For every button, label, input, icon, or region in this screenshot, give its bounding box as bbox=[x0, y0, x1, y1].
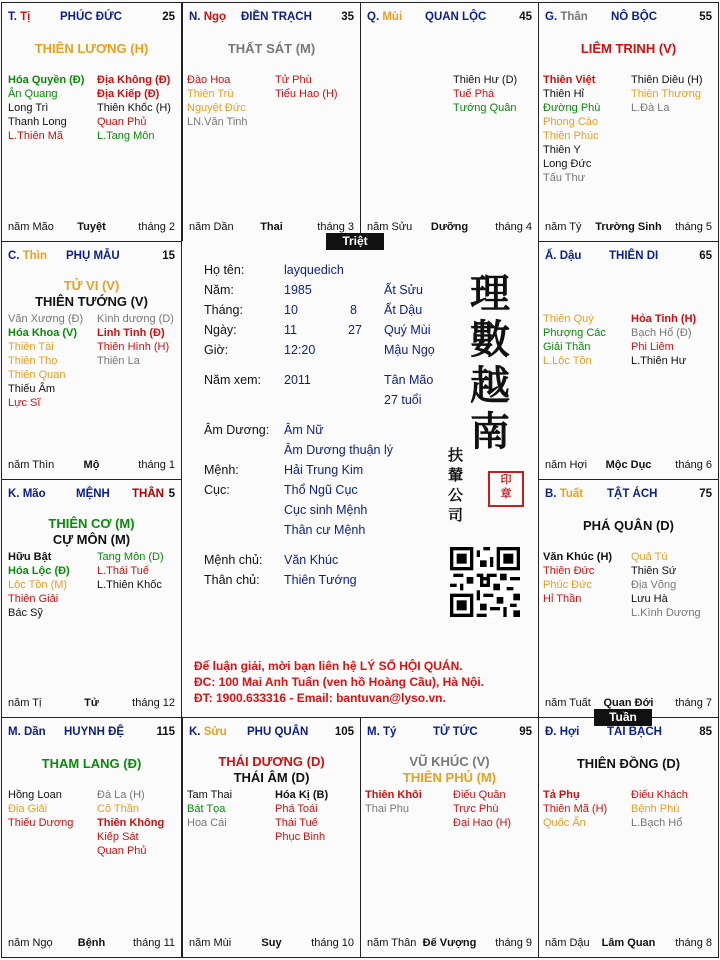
day-birth-value: 11 bbox=[284, 323, 297, 337]
palace-hoi[interactable] bbox=[538, 717, 719, 958]
star-name: Thiên Đức bbox=[543, 565, 595, 577]
star-name: Thiếu Âm bbox=[8, 383, 56, 395]
star-name: Thiên Phúc bbox=[543, 130, 599, 142]
star-name: Thiên Khốc (H) bbox=[97, 102, 171, 114]
star-name: Thiên Thương bbox=[631, 88, 702, 100]
star-name: LIÊM TRINH (V) bbox=[580, 41, 677, 56]
star-name: Long Đức bbox=[543, 158, 592, 170]
palace-name: HUYNH ĐỆ bbox=[64, 726, 125, 738]
year-label: năm Thìn bbox=[8, 459, 55, 471]
star-name: Phong Cáo bbox=[543, 116, 599, 128]
thanchu-value: Thiên Tướng bbox=[284, 573, 357, 587]
palace-name: THIÊN DI bbox=[609, 250, 659, 262]
star-name: Đại Hao (H) bbox=[453, 817, 512, 829]
palace-age: 5 bbox=[168, 488, 175, 500]
star-name: Phi Liêm bbox=[631, 341, 674, 353]
star-name: THIÊN TƯỚNG (V) bbox=[35, 294, 148, 309]
palace-age: 35 bbox=[341, 11, 354, 23]
palace-branch-label: G. Thân bbox=[545, 11, 588, 23]
main-stars bbox=[539, 756, 718, 771]
star-name: L.Kình Dương bbox=[631, 607, 701, 619]
year-label: năm Mùi bbox=[189, 937, 232, 949]
name-label: Họ tên: bbox=[204, 263, 245, 277]
star-name: THAM LANG (Đ) bbox=[41, 756, 142, 771]
menh-label: Mệnh: bbox=[204, 463, 239, 477]
palace-age: 55 bbox=[699, 11, 712, 23]
star-name: Cô Thần bbox=[97, 803, 139, 815]
month-birth-value: 10 bbox=[284, 303, 298, 317]
left-stars bbox=[543, 312, 606, 368]
truong-sinh-label: Thai bbox=[260, 221, 283, 233]
cuc-note-1: Cục sinh Mệnh bbox=[284, 503, 368, 517]
palace-age: 85 bbox=[699, 726, 712, 738]
palace-branch-label: B. Tuất bbox=[545, 488, 584, 500]
star-name: Thiếu Dương bbox=[8, 817, 74, 829]
right-stars bbox=[275, 788, 328, 844]
hour-birth-label: Giờ: bbox=[204, 343, 229, 357]
palace-than[interactable] bbox=[538, 2, 719, 242]
star-name: Quốc Ấn bbox=[543, 817, 586, 829]
palace-mui[interactable] bbox=[360, 2, 539, 242]
star-name: Hoa Cái bbox=[187, 817, 227, 829]
month-label: tháng 1 bbox=[138, 459, 175, 471]
left-stars bbox=[187, 788, 232, 830]
month-lunar: 8 bbox=[350, 303, 357, 317]
year-label: năm Tý bbox=[545, 221, 582, 233]
palace-dan[interactable] bbox=[1, 717, 182, 958]
star-name: L.Thiên Hư bbox=[631, 355, 687, 367]
star-name: Thiên Không bbox=[97, 817, 165, 829]
right-stars bbox=[453, 788, 511, 830]
calligraphy-title: 理 數 越 南 bbox=[470, 270, 510, 455]
palace-age: 75 bbox=[699, 488, 712, 500]
star-name: Thiên Giải bbox=[8, 593, 59, 605]
star-name: Địa Võng bbox=[631, 579, 677, 591]
left-stars bbox=[8, 73, 84, 143]
year-label: năm Dần bbox=[189, 221, 234, 233]
palace-name: PHU QUÂN bbox=[247, 726, 309, 738]
star-name: Hóa Quyền (Đ) bbox=[8, 74, 85, 86]
year-label: năm Dậu bbox=[545, 937, 590, 949]
star-name: LN.Văn Tinh bbox=[187, 116, 248, 128]
star-name: TỬ VI (V) bbox=[63, 278, 120, 293]
triet-marker: Triệt bbox=[326, 233, 384, 250]
year-label: năm Ngọ bbox=[8, 937, 53, 949]
year-label: năm Tuất bbox=[545, 697, 591, 709]
star-name: Tướng Quân bbox=[453, 102, 517, 114]
star-name: Thiên La bbox=[97, 355, 140, 367]
star-name: Bác Sỹ bbox=[8, 607, 43, 619]
star-name: Trực Phù bbox=[453, 803, 499, 815]
than-marker: THÂN bbox=[132, 488, 164, 500]
star-name: L.Đà La bbox=[631, 102, 670, 114]
right-stars bbox=[453, 73, 517, 115]
star-name: Đà La (H) bbox=[97, 789, 145, 801]
star-name: Bát Tọa bbox=[187, 803, 226, 815]
palace-branch-label: T. Tị bbox=[8, 11, 31, 23]
palace-age: 25 bbox=[162, 11, 175, 23]
main-stars bbox=[2, 516, 181, 548]
view-year-value: 2011 bbox=[284, 373, 311, 387]
palace-branch-label: Ấ. Dậu bbox=[545, 250, 582, 262]
star-name: Kình dương (D) bbox=[97, 313, 174, 325]
palace-branch-label: C. Thìn bbox=[8, 250, 47, 262]
star-name: Thiên Quan bbox=[8, 369, 66, 381]
palace-name: TỬ TỨC bbox=[433, 726, 478, 738]
truong-sinh-label: Trường Sinh bbox=[595, 221, 662, 233]
star-name: Tiểu Hao (H) bbox=[275, 88, 338, 100]
palace-suu[interactable] bbox=[182, 717, 361, 958]
palace-branch-label: K. Mão bbox=[8, 488, 46, 500]
palace-age: 115 bbox=[156, 726, 175, 738]
star-name: Giải Thần bbox=[543, 341, 591, 353]
right-stars bbox=[631, 788, 688, 830]
left-stars bbox=[8, 312, 83, 410]
star-name: Thiên Thọ bbox=[8, 355, 58, 367]
day-birth-label: Ngày: bbox=[204, 323, 237, 337]
day-canchi: Quý Mùi bbox=[384, 323, 431, 337]
star-name: VŨ KHÚC (V) bbox=[409, 754, 490, 769]
truong-sinh-label: Tuyệt bbox=[77, 221, 106, 233]
palace-age: 95 bbox=[519, 726, 532, 738]
star-name: Địa Giải bbox=[8, 803, 48, 815]
right-stars bbox=[97, 73, 171, 143]
star-name: Thiên Khôi bbox=[365, 789, 422, 801]
main-stars bbox=[2, 756, 181, 771]
star-name: Hóa Lộc (Đ) bbox=[8, 565, 70, 577]
palace-ngo[interactable] bbox=[182, 2, 361, 242]
palace-ty2[interactable] bbox=[360, 717, 539, 958]
star-name: PHÁ QUÂN (D) bbox=[583, 518, 674, 533]
right-stars bbox=[97, 550, 164, 592]
palace-branch-label: M. Dần bbox=[8, 726, 46, 738]
palace-branch-label: K. Sửu bbox=[189, 726, 227, 738]
main-stars bbox=[361, 754, 538, 786]
star-name: Thanh Long bbox=[8, 116, 67, 128]
main-stars bbox=[183, 754, 360, 786]
right-stars bbox=[275, 73, 338, 101]
star-name: Tuế Phá bbox=[453, 88, 495, 100]
palace-branch-label: N. Ngọ bbox=[189, 11, 227, 23]
calligraphy-subtitle: 扶 輦 公 司 bbox=[448, 446, 464, 524]
star-name: CỰ MÔN (M) bbox=[52, 532, 131, 547]
truong-sinh-label: Đế Vượng bbox=[422, 937, 477, 949]
star-name: Quả Tú bbox=[631, 551, 668, 563]
star-name: THIÊN ĐỒNG (D) bbox=[576, 756, 681, 771]
amduong-value: Âm Nữ bbox=[284, 423, 324, 437]
left-stars bbox=[543, 550, 612, 606]
star-name: Long Trì bbox=[8, 102, 49, 114]
truong-sinh-label: Mộc Dục bbox=[605, 459, 652, 471]
month-label: tháng 5 bbox=[675, 221, 712, 233]
star-name: Tấu Thư bbox=[543, 172, 586, 184]
truong-sinh-label: Tử bbox=[84, 697, 99, 709]
star-name: L.Thiên Mã bbox=[8, 130, 64, 142]
year-canchi: Ất Sửu bbox=[384, 283, 423, 297]
star-name: Văn Xương (Đ) bbox=[8, 313, 84, 325]
month-label: tháng 7 bbox=[675, 697, 712, 709]
contact-line-3[interactable]: ĐT: 1900.633316 - Email: bantuvan@lyso.vn. bbox=[194, 691, 446, 705]
star-name: L.Tang Môn bbox=[97, 130, 155, 142]
star-name: Tam Thai bbox=[187, 789, 233, 801]
amduong-label: Âm Dương: bbox=[204, 423, 270, 437]
month-label: tháng 8 bbox=[675, 937, 712, 949]
month-label: tháng 9 bbox=[495, 937, 532, 949]
hour-birth-value: 12:20 bbox=[284, 343, 316, 357]
menhchu-label: Mệnh chủ: bbox=[204, 553, 263, 567]
star-name: Thiên Y bbox=[543, 144, 581, 156]
day-lunar: 27 bbox=[348, 323, 362, 337]
star-name: Quan Phủ bbox=[97, 845, 147, 857]
left-stars bbox=[8, 788, 73, 830]
main-stars bbox=[2, 41, 181, 56]
star-name: Bệnh Phù bbox=[631, 803, 680, 815]
main-stars bbox=[2, 278, 181, 310]
truong-sinh-label: Quan Đới bbox=[603, 697, 654, 709]
seal-stamp: 印 章 bbox=[488, 471, 524, 507]
left-stars bbox=[543, 73, 600, 185]
star-name: Tử Phù bbox=[275, 74, 312, 86]
star-name: Hỏa Tinh (H) bbox=[631, 313, 697, 325]
star-name: THIÊN CƠ (M) bbox=[48, 516, 135, 531]
star-name: Điếu Quân bbox=[453, 789, 506, 801]
thanchu-label: Thân chủ: bbox=[204, 573, 260, 587]
palace-name: NÔ BỘC bbox=[611, 11, 657, 23]
star-name: Quan Phủ bbox=[97, 116, 147, 128]
cuc-note-2: Thân cư Mệnh bbox=[284, 523, 366, 537]
month-label: tháng 11 bbox=[132, 937, 175, 949]
year-label: năm Thân bbox=[367, 937, 417, 949]
palace-age: 105 bbox=[334, 726, 354, 738]
truong-sinh-label: Mộ bbox=[83, 459, 100, 471]
star-name: Thiên Hình (H) bbox=[97, 341, 170, 353]
palace-name: QUAN LỘC bbox=[425, 11, 487, 23]
star-name: Ân Quang bbox=[8, 88, 58, 100]
palace-name: TÀI BẠCH bbox=[607, 726, 662, 738]
contact-line-2: ĐC: 100 Mai Anh Tuấn (ven hồ Hoàng Cầu), Hà Nội. bbox=[194, 675, 485, 689]
month-label: tháng 10 bbox=[311, 937, 354, 949]
star-name: Thiên Hỉ bbox=[543, 88, 584, 100]
year-birth-value: 1985 bbox=[284, 283, 312, 297]
left-stars bbox=[8, 550, 70, 620]
truong-sinh-label: Lâm Quan bbox=[601, 937, 656, 949]
view-year-canchi: Tân Mão bbox=[384, 373, 434, 387]
star-name: Phượng Các bbox=[543, 327, 606, 339]
right-stars bbox=[97, 312, 174, 368]
year-label: năm Mão bbox=[8, 221, 54, 233]
tuan-marker: Tuần bbox=[594, 709, 652, 726]
hour-canchi: Mậu Ngọ bbox=[384, 343, 435, 357]
star-name: Thiên Tài bbox=[8, 341, 54, 353]
truong-sinh-label: Bệnh bbox=[77, 937, 106, 949]
star-name: Thiên Diêu (H) bbox=[631, 74, 703, 86]
year-birth-label: Năm: bbox=[204, 283, 234, 297]
star-name: Thai Phụ bbox=[365, 803, 410, 815]
palace-name: TẬT ÁCH bbox=[607, 488, 658, 500]
month-label: tháng 4 bbox=[495, 221, 532, 233]
palace-branch-label: M. Tý bbox=[367, 726, 397, 738]
palace-age: 45 bbox=[519, 11, 532, 23]
star-name: THIÊN PHỦ (M) bbox=[402, 770, 497, 785]
contact-line-1: Để luận giải, mời bạn liên hệ LÝ SỐ HỘI QUÁN. bbox=[194, 659, 463, 673]
right-stars bbox=[631, 73, 703, 115]
star-name: Phúc Đức bbox=[543, 579, 592, 591]
star-name: L.Thiên Khốc bbox=[97, 579, 162, 591]
star-name: Lực Sĩ bbox=[8, 397, 41, 409]
star-name: Hỉ Thần bbox=[543, 593, 582, 605]
star-name: Đường Phù bbox=[543, 102, 601, 114]
main-stars bbox=[539, 41, 718, 56]
star-name: THÁI ÂM (D) bbox=[233, 770, 310, 785]
star-name: Địa Không (Đ) bbox=[97, 74, 171, 86]
truong-sinh-label: Dưỡng bbox=[430, 221, 469, 233]
truong-sinh-label: Suy bbox=[261, 937, 282, 949]
name-value: layquedich bbox=[284, 263, 344, 277]
month-label: tháng 6 bbox=[675, 459, 712, 471]
left-stars bbox=[543, 788, 607, 830]
menh-value: Hải Trung Kim bbox=[284, 463, 364, 477]
view-year-label: Năm xem: bbox=[204, 373, 261, 387]
right-stars bbox=[97, 788, 164, 858]
right-stars bbox=[631, 550, 701, 620]
palace-branch-label: Q. Mùi bbox=[367, 11, 403, 23]
menhchu-value: Văn Khúc bbox=[284, 553, 339, 567]
palace-age: 65 bbox=[699, 250, 712, 262]
right-stars bbox=[631, 312, 696, 368]
star-name: Kiếp Sát bbox=[97, 831, 139, 843]
year-label: năm Sửu bbox=[367, 221, 413, 233]
palace-age: 15 bbox=[162, 250, 175, 262]
star-name: Thiên Hư (D) bbox=[453, 74, 518, 86]
star-name: L.Lộc Tồn bbox=[543, 355, 592, 367]
star-name: THẤT SÁT (M) bbox=[227, 41, 316, 56]
palace-name: PHỤ MẪU bbox=[66, 250, 120, 262]
star-name: THIÊN LƯƠNG (H) bbox=[34, 41, 149, 56]
star-name: Văn Khúc (H) bbox=[543, 551, 613, 563]
star-name: Thiên Trù bbox=[187, 88, 234, 100]
palace-branch-label: Đ. Hợi bbox=[545, 726, 580, 738]
star-name: Điếu Khách bbox=[631, 789, 688, 801]
star-name: Hồng Loan bbox=[8, 789, 62, 801]
amduong-note: Âm Dương thuận lý bbox=[284, 443, 393, 457]
month-canchi: Ất Dậu bbox=[384, 303, 423, 317]
view-age: 27 tuổi bbox=[384, 393, 422, 407]
palace-name: MỆNH bbox=[76, 488, 110, 500]
star-name: Địa Kiếp (Đ) bbox=[97, 88, 160, 100]
star-name: Phá Toái bbox=[275, 803, 318, 815]
palace-name: PHÚC ĐỨC bbox=[60, 11, 122, 23]
center-info-panel bbox=[182, 241, 538, 717]
left-stars bbox=[187, 73, 248, 129]
star-name: Nguyệt Đức bbox=[187, 102, 246, 114]
month-label: tháng 12 bbox=[132, 697, 175, 709]
qr-code-icon[interactable] bbox=[450, 547, 520, 617]
star-name: Hóa Khoa (V) bbox=[8, 327, 78, 339]
star-name: Thiên Sứ bbox=[631, 565, 677, 577]
palace-name: ĐIỀN TRẠCH bbox=[241, 11, 312, 23]
star-name: Tang Môn (D) bbox=[97, 551, 164, 563]
year-label: năm Tị bbox=[8, 697, 42, 709]
main-stars bbox=[539, 518, 718, 533]
left-stars bbox=[365, 788, 422, 816]
month-birth-label: Tháng: bbox=[204, 303, 243, 317]
palace-tuat[interactable] bbox=[538, 479, 719, 718]
palace-mao[interactable] bbox=[1, 479, 182, 718]
star-name: L.Thái Tuế bbox=[97, 565, 149, 577]
star-name: Linh Tinh (Đ) bbox=[97, 327, 165, 339]
star-name: Lộc Tồn (M) bbox=[8, 579, 68, 591]
month-label: tháng 3 bbox=[317, 221, 354, 233]
star-name: Lưu Hà bbox=[631, 593, 668, 605]
palace-ty[interactable] bbox=[1, 2, 182, 242]
month-label: tháng 2 bbox=[138, 221, 175, 233]
cuc-label: Cục: bbox=[204, 483, 230, 497]
star-name: Phục Binh bbox=[275, 831, 326, 843]
star-name: Hóa Kị (B) bbox=[275, 789, 329, 801]
star-name: Thái Tuế bbox=[275, 817, 318, 829]
star-name: Thiên Quý bbox=[543, 313, 594, 325]
palace-dau[interactable] bbox=[538, 241, 719, 480]
palace-thin[interactable] bbox=[1, 241, 182, 480]
cuc-value: Thổ Ngũ Cục bbox=[284, 483, 358, 497]
star-name: L.Bạch Hổ bbox=[631, 817, 683, 829]
star-name: Đào Hoa bbox=[187, 74, 231, 86]
star-name: THÁI DƯƠNG (D) bbox=[218, 754, 325, 769]
star-name: Hữu Bật bbox=[8, 551, 52, 563]
star-name: Bạch Hổ (Đ) bbox=[631, 327, 692, 339]
star-name: Tả Phụ bbox=[543, 789, 580, 801]
star-name: Thiên Mã (H) bbox=[543, 803, 608, 815]
main-stars bbox=[183, 41, 360, 56]
year-label: năm Hợi bbox=[545, 459, 588, 471]
star-name: Thiên Việt bbox=[543, 74, 596, 86]
